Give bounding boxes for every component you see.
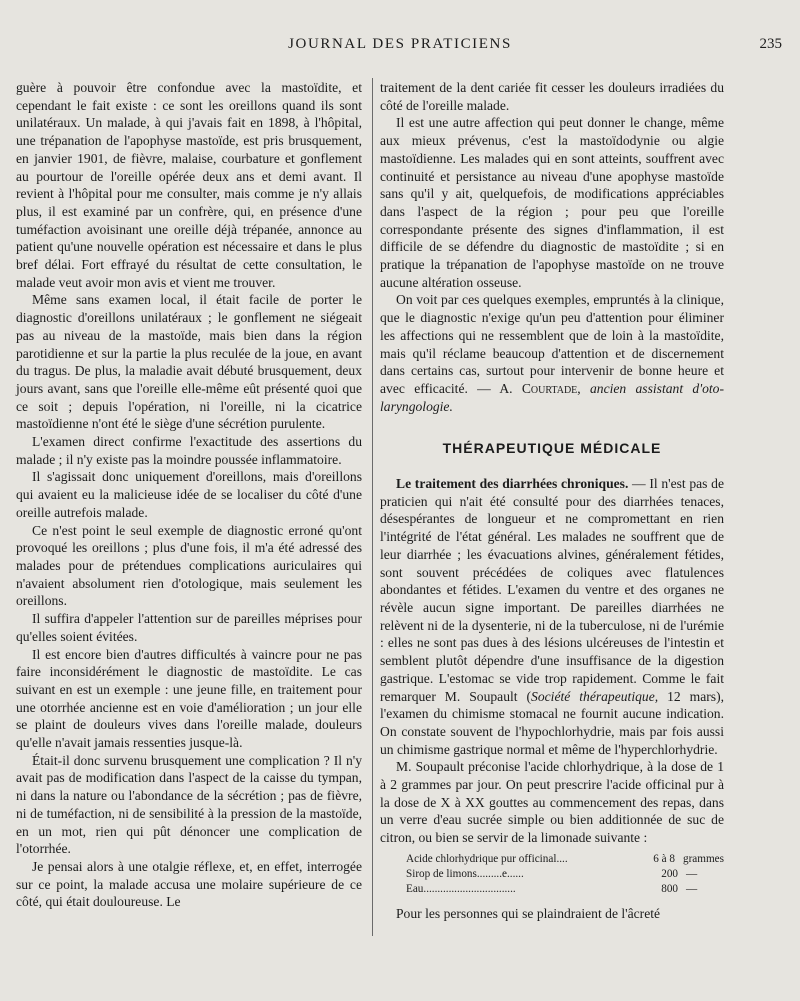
recipe-ingredient: Acide chlorhydrique pur officinal....	[406, 852, 568, 865]
running-title: JOURNAL DES PRATICIENS	[288, 36, 512, 52]
paragraph: traitement de la dent cariée fit cesser les douleurs irradiées du côté de l'oreille malade.	[380, 80, 724, 113]
recipe-unit: —	[686, 867, 698, 880]
article-citation: Société thérapeutique,	[531, 688, 659, 704]
author-name: Courtade,	[521, 380, 581, 396]
paragraph: Même sans examen local, il était facile de porter le diagnostic d'oreillons unilatéraux ; le gonflement ne siégeait pas au niveau de la mastoïde, mais bien dans la région parotidienne et sur la partie la plus reculée de la joue, en avant du tragus. De plus, la maladie avait débuté brusquement, deux jours avant, sans que l'oreille elle-même eût présenté quoi que ce soit ; depuis l'opération, ni l'oreille, ni la cicatrice mastoïdienne n'ont été le siège d'une sécrétion purulente.	[16, 292, 362, 432]
recipe-unit: grammes	[682, 852, 724, 865]
recipe-table	[406, 852, 724, 897]
author-title: ancien assistant d'oto-laryngologie.	[380, 380, 724, 414]
recipe-row	[406, 882, 724, 897]
closing-text: On voit par ces quelques exemples, empruntés à la clinique, que le diagnostic n'exige qu'un peu d'attention pour éliminer les affections qui ne ressemblent que de loin à la mastoïdite, mais qu'il réclame beaucoup d'attention et de discernement dans certains cas, surtout pour intervenir de bonne heure et avec efficacité. — A.	[380, 292, 724, 396]
paragraph: Il est encore bien d'autres difficultés à vaincre pour ne pas faire inconsidérément le diagnostic de mastoïdite. Le cas suivant en est un exemple : une jeune fille, en traitement pour une otorrhée ancienne est en voie d'amélioration ; un jour elle se plaint de douleurs vives dans l'oreille malade, douleurs qu'elle n'avait jamais ressenties jusque-là.	[16, 646, 362, 751]
left-column	[16, 79, 362, 911]
paragraph: M. Soupault préconise l'acide chlorhydrique, à la dose de 1 à 2 grammes par jour. On peut prescrire l'acide officinal pur à la dose de X à XX gouttes au commencement des repas, dans un verre d'eau sucrée simple ou bien additionnée de suc de citron, ou bien se servir de la limonade suivante :	[380, 759, 724, 846]
recipe-row	[406, 867, 724, 882]
article-title: Le traitement des diarrhées chroniques.	[396, 476, 629, 492]
recipe-ingredient: Sirop de limons.........e......	[406, 867, 524, 880]
article-text: — Il n'est pas de praticien qui n'ait été consulté pour des diarrhées tenaces, désespérantes de longueur et ne compromettant en rien l'intégrité de l'état général. Les malades ne souffrent que de leur diarrhée ; les évacuations alvines, généralement fétides, sont souvent précédées de coliques avec flatulences abondantes et fétides. L'examen du ventre et des organes ne révèle aucun signe important. De pareilles diarrhées ne relèvent ni de la dysenterie, ni de la tuberculose, ni de l'urémie : elles ne sont pas dues à des lésions ulcéreuses de l'intestin et semblent plutôt dépendre d'une insuffisance de la digestion gastrique. L'estomac se vide trop rapidement. Comme le fait remarquer M. Soupault (	[380, 476, 724, 704]
closing-paragraph	[380, 291, 724, 415]
recipe-quantity: 6 à 8	[653, 852, 675, 865]
paragraph: Il s'agissait donc uniquement d'oreillons, mais d'oreillons qui avaient eu la malicieuse idée de se localiser du côté d'une oreille autrefois malade.	[16, 469, 362, 520]
article-first-paragraph	[380, 475, 724, 758]
paragraph: Était-il donc survenu brusquement une complication ? Il n'y avait pas de modification dans l'aspect de la caisse du tympan, ni dans la nature ou l'abondance de la sécrétion ; pas de fièvre, ni de tuméfaction, ni de sensibilité à la pression de la mastoïde, en un mot, rien qui pût dénoncer une complication de l'otorrhée.	[16, 752, 362, 857]
paragraph: Pour les personnes qui se plaindraient de l'âcreté	[396, 905, 661, 921]
recipe-unit: —	[686, 882, 698, 895]
page-number: 235	[759, 36, 782, 52]
section-heading: THÉRAPEUTIQUE MÉDICALE	[442, 440, 662, 457]
column-divider	[372, 78, 373, 936]
recipe-ingredient: Eau.................................	[406, 882, 516, 895]
paragraph: Je pensai alors à une otalgie réflexe, et, en effet, interrogée sur ce point, la malade accusa une molaire supérieure de ce côté, qui était douloureuse. Le	[16, 858, 362, 910]
paragraph: Il est une autre affection qui peut donner le change, même aux mieux prévenus, c'est la mastoïdodynie ou algie mastoïdienne. Les malades qui en sont atteints, souffrent avec continuité et persistance au niveau d'une apophyse mastoïde sans qu'il y ait, quelquefois, de modifications appréciables dans l'aspect de la région ; pour peu que l'oreille correspondante présente des signes d'inflammation, il est difficile de se défendre du diagnostic de mastoïdite ; si en pratique la trépanation de l'apophyse mastoïde on ne trouve aucune altération osseuse.	[380, 115, 724, 290]
article-text: 12 mars), l'examen du chimisme stomacal ne fournit aucune indication. On constate souvent de l'hypochlorhydrie, mais par fois aussi un chimisme gastrique normal et même de l'hyperchlorhydrie.	[380, 688, 724, 757]
paragraph: L'examen direct confirme l'exactitude des assertions du malade ; il n'y existe pas la moindre poussée inflammatoire.	[16, 434, 362, 467]
paragraph: guère à pouvoir être confondue avec la mastoïdite, et cependant le fait existe : ce sont les oreillons quand ils sont unilatéraux. Un malade, à qui j'avais fait en 1898, à l'hôpital, une trépanation de l'apophyse mastoïde, est pris brusquement, en janvier 1901, de fièvre, malaise, courbature et gonflement au pourtour de l'oreille opérée deux ans et demi avant. Il revient à l'hôpital pour me consulter, mais comme je n'y allais plus, il est examiné par un confrère, qui, en présence d'une tuméfaction avoisinant une oreille déjà trépanée, annonce au patient qu'une nouvelle opération est nécessaire et dans le plus bref délai. Fort effrayé du résultat de cette consultation, le malade veut avoir mon avis et vient me trouver.	[16, 80, 362, 290]
recipe-quantity: 800	[661, 882, 678, 895]
recipe-row	[406, 852, 724, 867]
paragraph: Il suffira d'appeler l'attention sur de pareilles méprises pour qu'elles soient évitées.	[16, 611, 362, 644]
right-column	[380, 79, 724, 923]
recipe-quantity: 200	[661, 867, 678, 880]
paragraph: Ce n'est point le seul exemple de diagnostic erroné qu'ont provoqué les oreillons ; plus d'une fois, il m'a été adressé des malades pour de prétendues complications auriculaires qui n'avaient absolument rien d'otologique, mais seulement les oreillons.	[16, 522, 362, 609]
